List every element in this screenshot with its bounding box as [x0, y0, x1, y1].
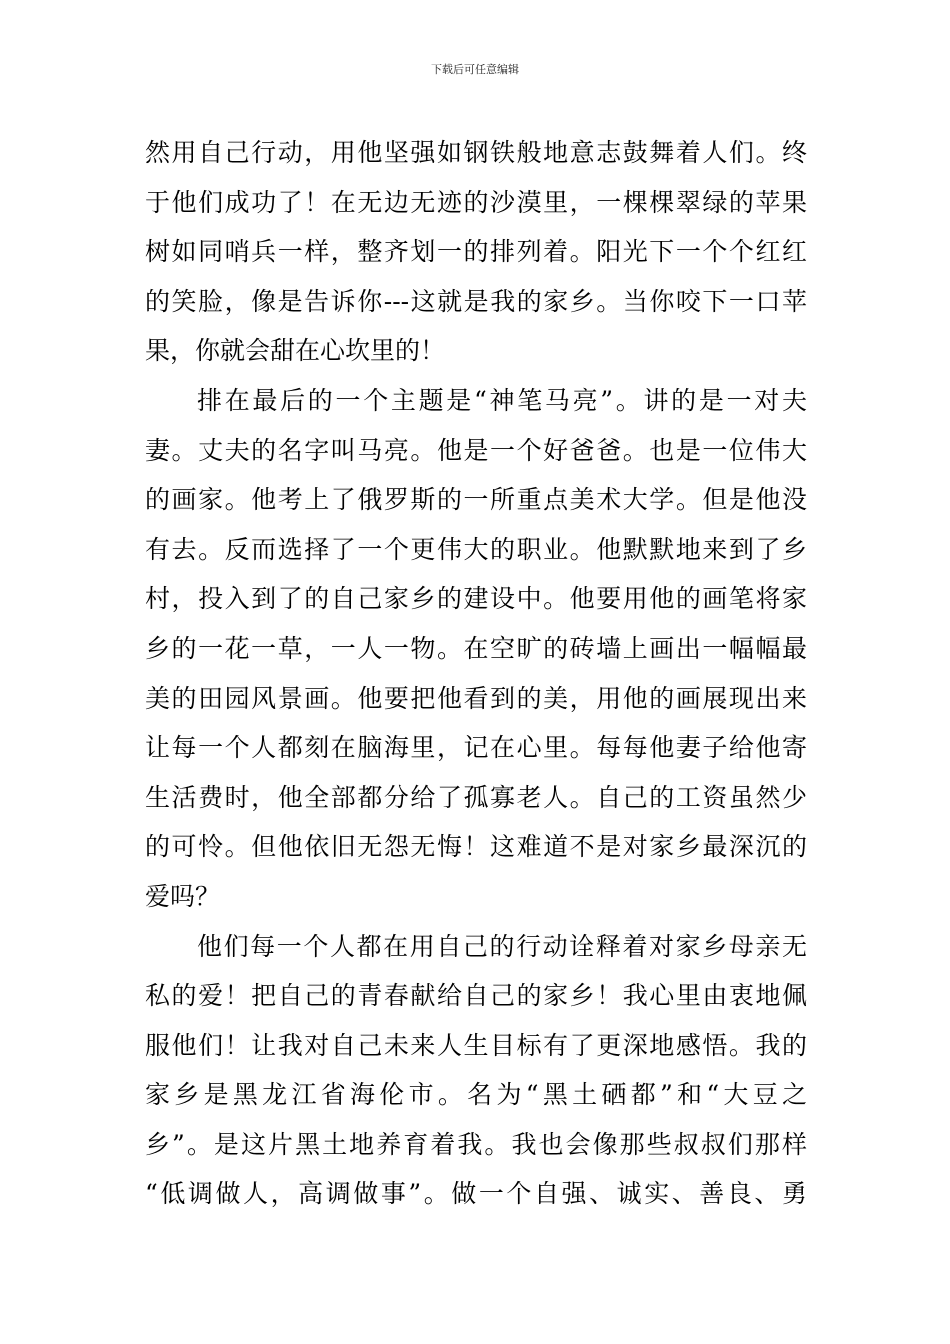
page-header: 下载后可任意编辑 [431, 63, 519, 76]
text-line: 美的田园风景画。他要把他看到的美，用他的画展现出来 [145, 683, 807, 713]
paragraph-1 [145, 128, 807, 376]
text-line: 家乡是黑龙江省海伦市。名为“黑土硒都”和“大豆之 [145, 1080, 807, 1110]
paragraph-3 [145, 922, 807, 1220]
text-line: 果，你就会甜在心坎里的！ [145, 336, 446, 366]
text-line: 爱吗？ [145, 881, 221, 911]
text-line: 妻。丈夫的名字叫马亮。他是一个好爸爸。也是一位伟大 [145, 435, 807, 465]
text-line: 私的爱！把自己的青春献给自己的家乡！我心里由衷地佩 [145, 981, 807, 1011]
text-line: “低调做人，高调做事”。做一个自强、诚实、善良、勇 [145, 1179, 807, 1209]
text-line: 有去。反而选择了一个更伟大的职业。他默默地来到了乡 [145, 534, 807, 564]
text-line: 的笑脸，像是告诉你---这就是我的家乡。当你咬下一口苹 [145, 286, 807, 316]
text-line: 服他们！让我对自己未来人生目标有了更深地感悟。我的 [145, 1030, 807, 1060]
text-line: 让每一个人都刻在脑海里，记在心里。每每他妻子给他寄 [145, 733, 807, 763]
text-line: 然用自己行动，用他坚强如钢铁般地意志鼓舞着人们。终 [145, 138, 807, 167]
document-body [145, 128, 807, 1219]
text-line: 的可怜。但他依旧无怨无悔！这难道不是对家乡最深沉的 [145, 832, 807, 862]
text-line: 他们每一个人都在用自己的行动诠释着对家乡母亲无 [197, 931, 807, 961]
text-line: 乡”。是这片黑土地养育着我。我也会像那些叔叔们那样 [145, 1129, 807, 1159]
text-line: 生活费时，他全部都分给了孤寡老人。自己的工资虽然少 [145, 782, 807, 812]
text-line: 于他们成功了！在无边无迹的沙漠里，一棵棵翠绿的苹果 [145, 187, 807, 217]
paragraph-2 [145, 376, 807, 922]
text-line: 乡的一花一草，一人一物。在空旷的砖墙上画出一幅幅最 [145, 633, 807, 663]
text-line: 排在最后的一个主题是“神笔马亮”。讲的是一对夫 [197, 385, 807, 415]
text-line: 的画家。他考上了俄罗斯的一所重点美术大学。但是他没 [145, 485, 807, 515]
text-line: 村，投入到了的自己家乡的建设中。他要用他的画笔将家 [145, 584, 807, 614]
text-line: 树如同哨兵一样，整齐划一的排列着。阳光下一个个红红 [145, 237, 807, 267]
